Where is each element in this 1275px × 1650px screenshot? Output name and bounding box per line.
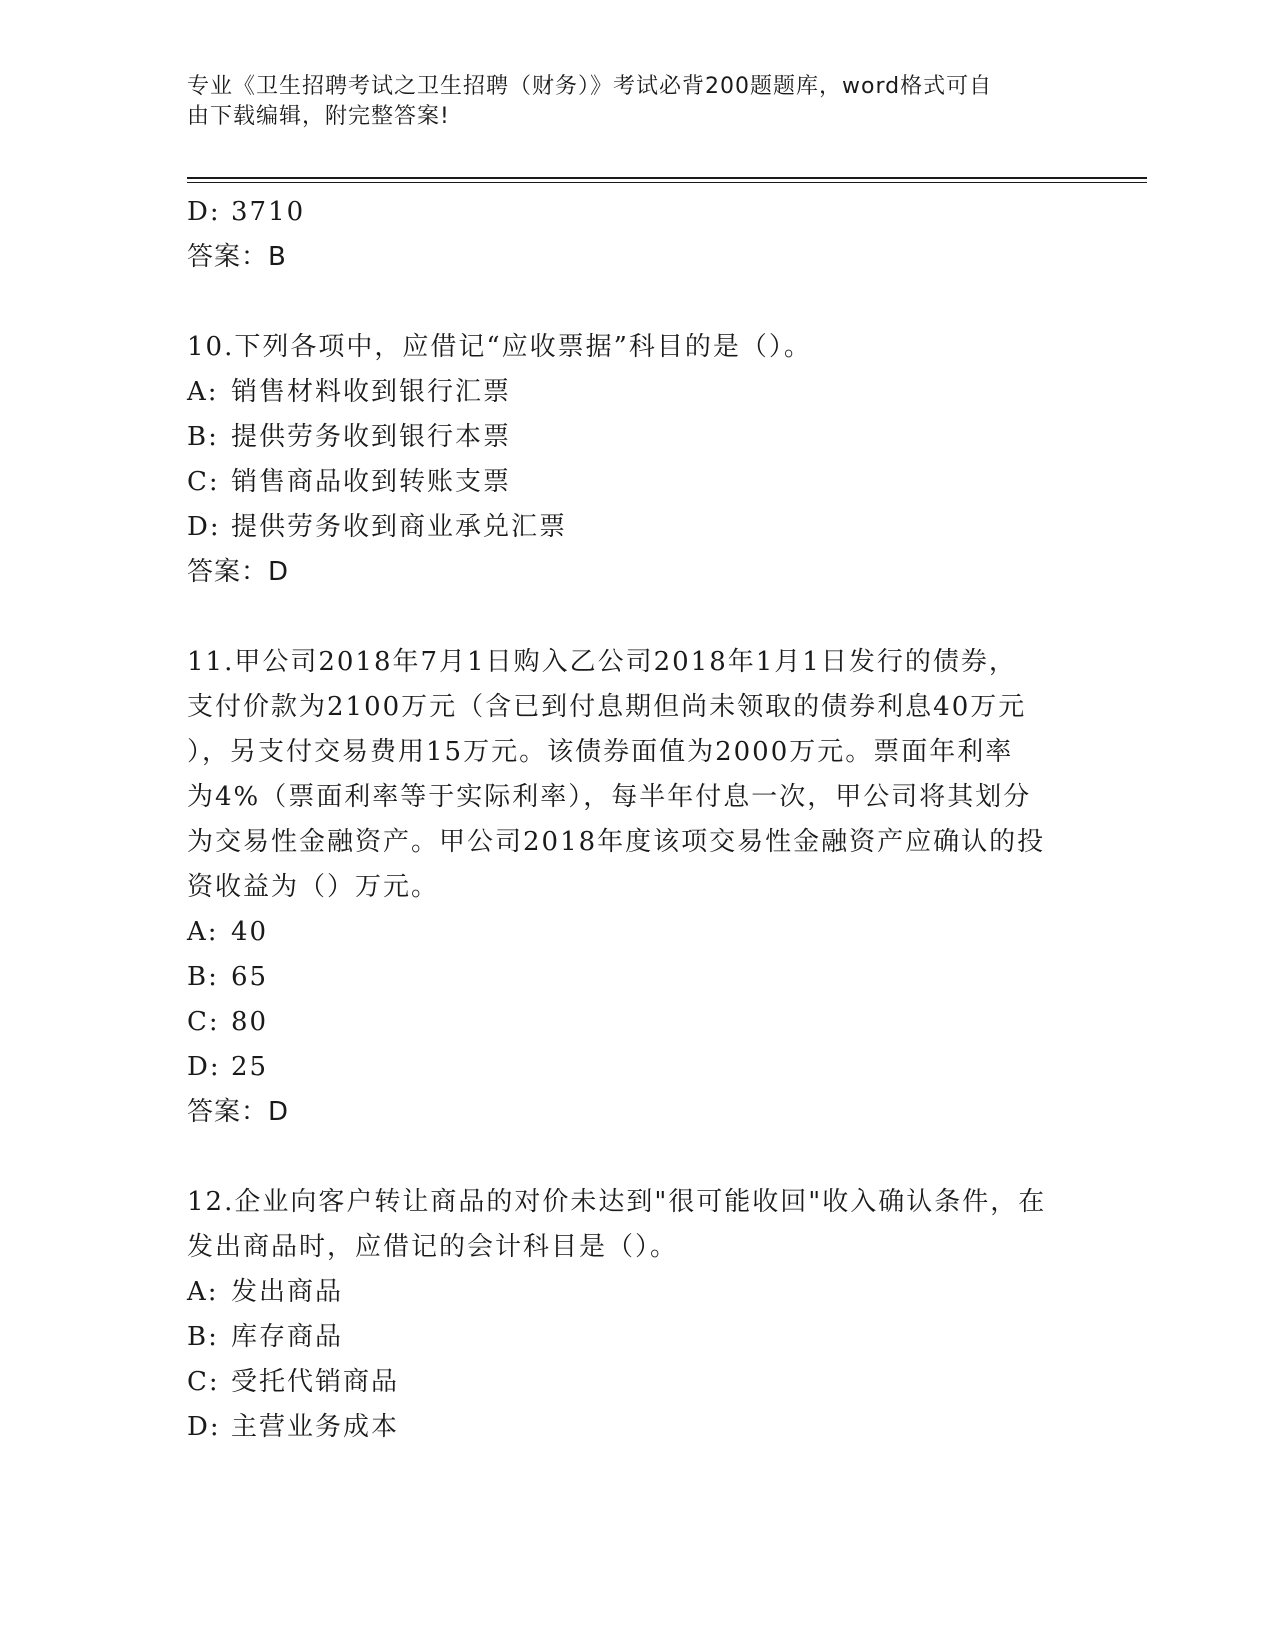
q10-option-a (187, 370, 1087, 415)
option-text: 25 (231, 1052, 269, 1082)
q12-stem (187, 1180, 1067, 1270)
q12-stem-line: 12.企业向客户转让商品的对价未达到"很可能收回"收入确认条件，在 (187, 1187, 1047, 1217)
option-label: B: (187, 962, 219, 992)
q11-stem-line: 为交易性金融资产。甲公司2018年度该项交易性金融资产应确认的投 (187, 827, 1046, 857)
q10-option-d (187, 505, 1087, 550)
q11-stem-line: 资收益为（）万元。 (187, 872, 440, 902)
q11-stem-line: 为4%（票面利率等于实际利率），每半年付息一次，甲公司将其划分 (187, 782, 1032, 812)
q10-stem: 10.下列各项中，应借记“应收票据”科目的是（）。 (187, 332, 812, 362)
question-content (187, 190, 1087, 1450)
q11-stem (187, 640, 1067, 910)
q11-option-b (187, 955, 1087, 1000)
q11-stem-line: ），另支付交易费用15万元。该债券面值为2000万元。票面年利率 (187, 737, 1014, 767)
option-text: 提供劳务收到商业承兑汇票 (231, 512, 568, 542)
option-label: A: (187, 1277, 219, 1307)
q12-option-d (187, 1405, 1087, 1450)
option-text: 提供劳务收到银行本票 (231, 422, 512, 452)
option-label: D: (187, 512, 221, 542)
q11-option-c (187, 1000, 1087, 1045)
page-header (187, 72, 1087, 132)
prev-answer: 答案：B (187, 242, 287, 272)
header-title-line-1: 专业《卫生招聘考试之卫生招聘（财务）》考试必背200题题库，word格式可自 (187, 74, 993, 99)
option-label: C: (187, 467, 220, 497)
header-divider-thick (187, 177, 1147, 179)
option-text: 3710 (231, 197, 306, 227)
q10-answer: 答案：D (187, 557, 290, 587)
option-text: 80 (231, 1007, 269, 1037)
q10-option-b (187, 415, 1087, 460)
header-title-line-2: 由下载编辑，附完整答案! (187, 104, 450, 129)
option-label: A: (187, 917, 219, 947)
option-label: C: (187, 1367, 220, 1397)
option-text: 发出商品 (231, 1277, 344, 1307)
option-label: B: (187, 422, 219, 452)
option-text: 销售商品收到转账支票 (231, 467, 512, 497)
option-text: 销售材料收到银行汇票 (231, 377, 512, 407)
q12-option-c (187, 1360, 1087, 1405)
q12-option-a (187, 1270, 1087, 1315)
option-label: B: (187, 1322, 219, 1352)
q11-option-d (187, 1045, 1087, 1090)
q12-option-b (187, 1315, 1087, 1360)
header-divider-thin (187, 182, 1147, 183)
option-label: A: (187, 377, 219, 407)
option-text: 库存商品 (231, 1322, 344, 1352)
option-text: 40 (231, 917, 269, 947)
q12-stem-line: 发出商品时，应借记的会计科目是（）。 (187, 1232, 679, 1262)
option-text: 65 (231, 962, 269, 992)
option-label: C: (187, 1007, 220, 1037)
q10-option-c (187, 460, 1087, 505)
option-text: 受托代销商品 (231, 1367, 400, 1397)
option-label: D: (187, 197, 221, 227)
q11-option-a (187, 910, 1087, 955)
q11-stem-line: 支付价款为2100万元（含已到付息期但尚未领取的债券利息40万元 (187, 692, 1027, 722)
q11-stem-line: 11.甲公司2018年7月1日购入乙公司2018年1月1日发行的债券， (187, 647, 1017, 677)
option-label: D: (187, 1412, 221, 1442)
option-label: D: (187, 1052, 221, 1082)
option-text: 主营业务成本 (231, 1412, 400, 1442)
q11-answer: 答案：D (187, 1097, 290, 1127)
prev-option-d (187, 190, 1087, 235)
